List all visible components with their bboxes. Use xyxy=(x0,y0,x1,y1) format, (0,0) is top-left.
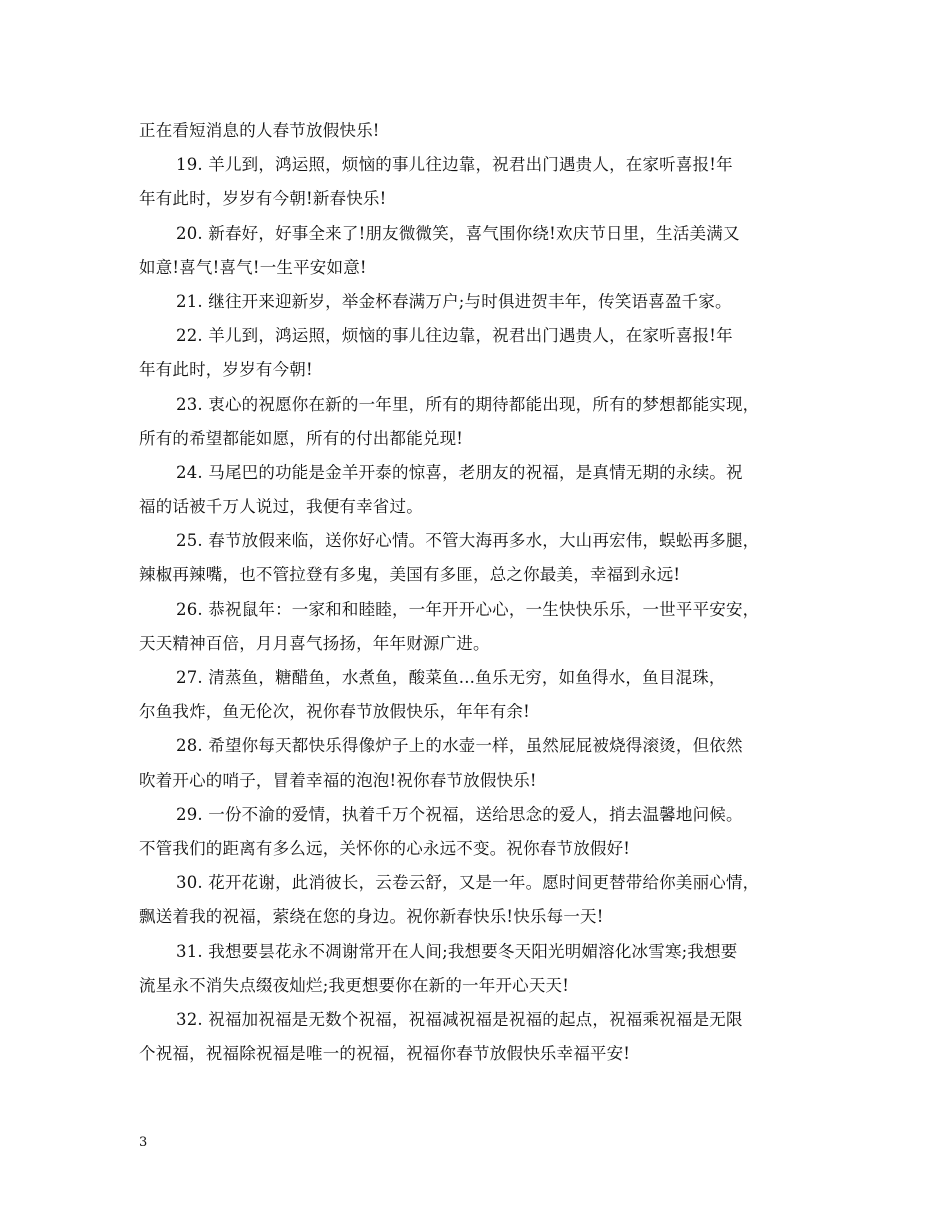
list-item-22-line-2: 年有此时，岁岁有今朝! xyxy=(139,360,313,380)
list-item-21-line-1: 21. 继往开来迎新岁，举金杯春满万户;与时俱进贺丰年，传笑语喜盈千家。 xyxy=(176,291,732,311)
list-item-24-line-2: 福的话被千万人说过，我便有幸省过。 xyxy=(139,497,423,517)
list-item-27-line-1: 27. 清蒸鱼，糖醋鱼，水煮鱼，酸菜鱼...鱼乐无穷，如鱼得水，鱼目混珠， xyxy=(176,668,726,687)
list-item-19-line-2: 年有此时，岁岁有今朝!新春快乐! xyxy=(139,189,387,209)
list-item-23-line-1: 23. 衷心的祝愿你在新的一年里，所有的期待都能出现，所有的梦想都能实现， xyxy=(176,394,760,414)
document-body xyxy=(139,114,829,1071)
list-item-28-line-1: 28. 希望你每天都快乐得像炉子上的水壶一样，虽然屁屁被烧得滚烫，但依然 xyxy=(176,736,743,756)
list-item-28-line-2: 吹着开心的哨子，冒着幸福的泡泡!祝你春节放假快乐! xyxy=(139,770,537,790)
list-item-24-line-1: 24. 马尾巴的功能是金羊开泰的惊喜，老朋友的祝福，是真情无期的永续。祝 xyxy=(176,462,743,482)
list-item-22-line-1: 22. 羊儿到，鸿运照，烦恼的事儿往边靠，祝君出门遇贵人，在家听喜报!年 xyxy=(176,326,733,346)
list-item-19-line-1: 19. 羊儿到，鸿运照，烦恼的事儿往边靠，祝君出门遇贵人，在家听喜报!年 xyxy=(176,155,733,175)
list-item-29-line-1: 29. 一份不渝的爱情，执着千万个祝福，送给思念的爱人，捎去温馨地问候。 xyxy=(176,804,743,824)
list-item-31-line-2: 流星永不消失点缀夜灿烂;我更想要你在新的一年开心天天! xyxy=(139,975,570,995)
list-item-32-line-2: 个祝福，祝福除祝福是唯一的祝福，祝福你春节放假快乐幸福平安! xyxy=(139,1044,631,1064)
list-item-25-line-2: 辣椒再辣嘴，也不管拉登有多鬼，美国有多匪，总之你最美，幸福到永远! xyxy=(139,565,681,585)
list-item-30-line-1: 30. 花开花谢，此消彼长，云卷云舒，又是一年。愿时间更替带给你美丽心情， xyxy=(176,873,760,893)
list-item-32-line-1: 32. 祝福加祝福是无数个祝福，祝福减祝福是祝福的起点，祝福乘祝福是无限 xyxy=(176,1009,743,1029)
list-item-20-line-1: 20. 新春好，好事全来了!朋友微微笑，喜气围你绕!欢庆节日里，生活美满又 xyxy=(176,223,740,243)
list-item-20-line-2: 如意!喜气!喜气!一生平安如意! xyxy=(139,257,367,277)
list-item-31-line-1: 31. 我想要昙花永不凋谢常开在人间;我想要冬天阳光明媚溶化冰雪寒;我想要 xyxy=(176,941,738,961)
list-item-26-line-2: 天天精神百倍，月月喜气扬扬，年年财源广进。 xyxy=(139,633,490,653)
list-item-25-line-1: 25. 春节放假来临，送你好心情。不管大海再多水，大山再宏伟，蜈蚣再多腿， xyxy=(176,531,760,551)
list-item-30-line-2: 飘送着我的祝福，萦绕在您的身边。祝你新春快乐!快乐每一天! xyxy=(139,907,604,927)
page-number: 3 xyxy=(139,1135,148,1150)
list-item-27-line-2: 尔鱼我炸，鱼无伦次，祝你春节放假快乐，年年有余! xyxy=(139,702,530,722)
text-line: 正在看短消息的人春节放假快乐! xyxy=(139,121,380,140)
list-item-29-line-2: 不管我们的距离有多么远，关怀你的心永远不变。祝你春节放假好! xyxy=(139,838,631,858)
list-item-23-line-2: 所有的希望都能如愿，所有的付出都能兑现! xyxy=(139,428,464,448)
list-item-26-line-1: 26. 恭祝鼠年：一家和和睦睦，一年开开心心，一生快快乐乐，一世平平安安， xyxy=(176,599,760,619)
